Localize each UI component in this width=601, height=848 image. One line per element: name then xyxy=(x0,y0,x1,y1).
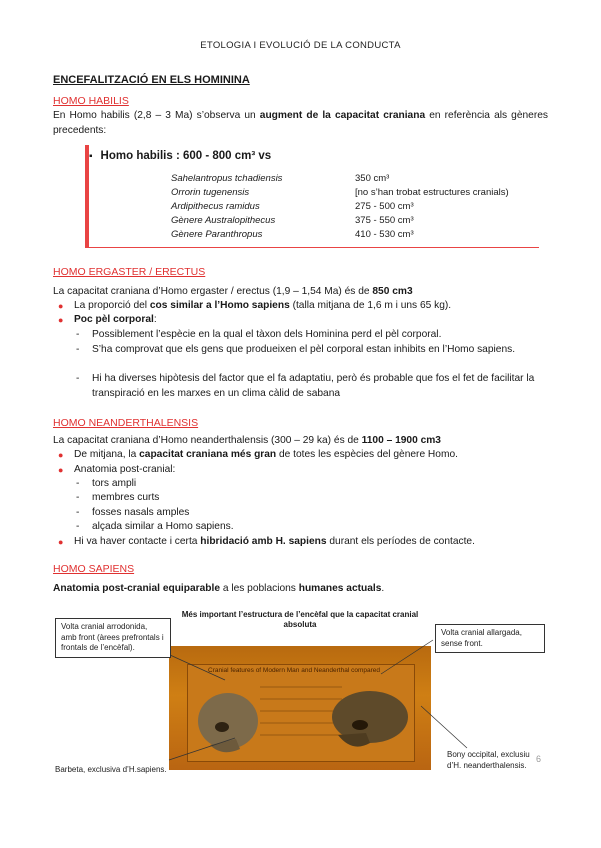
callout-rounded-vault: Volta cranial arrodonida, amb front (àrees prefrontals i frontals de l’encèfal). xyxy=(55,618,171,658)
table-row: Gènere Australopithecus 375 - 550 cm³ xyxy=(171,215,414,226)
callout-chin: Barbeta, exclusiva d’H.sapiens. xyxy=(55,765,167,774)
list-item: - membres curts xyxy=(76,492,160,503)
section-heading-habilis: HOMO HABILIS xyxy=(53,95,129,107)
bullet-icon: ● xyxy=(58,315,64,325)
list-item: ● Hi va haver contacte i certa hibridació amb H. sapiens durant els períodes de contacte. xyxy=(74,535,548,550)
section-heading-sapiens: HOMO SAPIENS xyxy=(53,563,135,575)
table-lead: ▪ Homo habilis : 600 - 800 cm³ vs xyxy=(89,150,272,162)
callout-elongated-vault: Volta cranial allargada, sense front. xyxy=(435,624,545,653)
section-heading-neanderthalensis: HOMO NEANDERTHALENSIS xyxy=(53,417,199,429)
running-head: ETOLOGIA I EVOLUCIÓ DE LA CONDUCTA xyxy=(200,40,401,51)
neanderthalensis-intro: La capacitat craniana d’Homo neanderthalensis (300 – 29 ka) és de 1100 – 1900 cm3 xyxy=(53,435,441,446)
document-title: ENCEFALITZACIÓ EN ELS HOMININA xyxy=(53,74,250,86)
bullet-icon: ● xyxy=(58,301,64,311)
bullet-icon: ● xyxy=(58,450,64,460)
list-item: - Possiblement l’espècie en la qual el tàxon dels Hominina perd el pèl corporal. xyxy=(76,329,442,340)
ergaster-intro: La capacitat craniana d’Homo ergaster / erectus (1,9 – 1,54 Ma) és de 850 cm3 xyxy=(53,286,413,297)
list-item: - S’ha comprovat que els gens que produeixen el pèl corporal estan inhibits en l’Homo sapiens. xyxy=(76,344,516,355)
cranial-capacity-table xyxy=(85,145,539,248)
callout-occipital-bun: Bony occipital, exclusiu d’H. neanderthalensis. xyxy=(447,750,530,770)
panel-caption: Cranial features of Modern Man and Neanderthal compared xyxy=(208,667,380,674)
table-row: Orrorin tugenensis [no s’han trobat estructures cranials) xyxy=(171,187,509,198)
list-item: ● Anatomia post-cranial: xyxy=(74,463,548,478)
list-item: - Hi ha diverses hipòtesis del factor que el fa adaptatiu, però és probable que fos el fet de facilitar la transpiració en les marxes en un clima càlid de sabana xyxy=(76,373,535,399)
section-heading-ergaster: HOMO ERGASTER / ERECTUS xyxy=(53,266,206,278)
table-row: Gènere Paranthropus 410 - 530 cm³ xyxy=(171,229,414,240)
sapiens-intro: Anatomia post-cranial equiparable a les poblacions humanes actuals. xyxy=(53,583,385,594)
habilis-intro: En Homo habilis (2,8 – 3 Ma) s’observa un augment de la capacitat craniana en referència als gèneres precedents: xyxy=(53,110,549,136)
bullet-icon: ● xyxy=(58,465,64,475)
figure-heading: Més important l’estructura de l’encèfal que la capacitat cranial absoluta xyxy=(181,610,419,629)
page-number: 6 xyxy=(536,754,542,764)
skull-comparison-figure xyxy=(49,610,547,782)
list-item: - tors ampli xyxy=(76,478,137,489)
bullet-icon: ● xyxy=(58,537,64,547)
list-item: ● La proporció del cos similar a l’Homo sapiens (talla mitjana de 1,6 m i uns 65 kg). xyxy=(74,299,548,314)
list-item: ● De mitjana, la capacitat craniana més gran de totes les espècies del gènere Homo. xyxy=(74,448,548,463)
list-item: ● Poc pèl corporal: xyxy=(74,313,548,328)
table-row: Sahelantropus tchadiensis 350 cm³ xyxy=(171,173,390,184)
list-item: - alçada similar a Homo sapiens. xyxy=(76,521,234,532)
list-item: - fosses nasals amples xyxy=(76,507,190,518)
table-row: Ardipithecus ramidus 275 - 500 cm³ xyxy=(171,201,414,212)
